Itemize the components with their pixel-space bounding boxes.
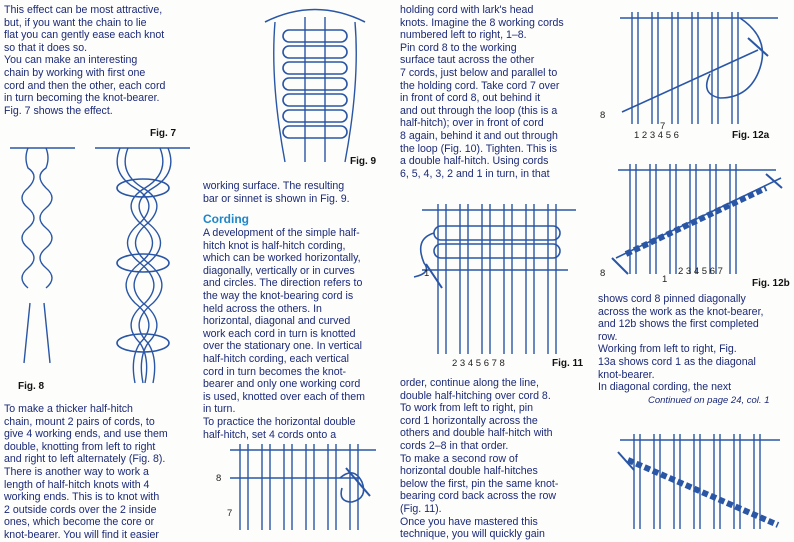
col3-bottom-text: order, continue along the line, double half-hitching over cord 8. To work from left to right, pin cord 1 horizontally across the others and double half-hitch with cords 2–8 in that order. To make a second row of horizontal double half-hitches below the first, pin the same knot- bearing cord back across the row (Fig. 11). Once you have mastered this technique, you will quickly gain xyxy=(400,377,559,541)
col2-body-text: A development of the simple half- hitch knot is half-hitch cording, which can be worked horizontally, diagonally, vertically or in curves and circles. The direction refers to the way the knot-bearing cord is held across the others. In horizontal, diagonal and curved work each cord in turn is knotted over the stationary one. In vertical half-hitch cording, each vertical cord in turn becomes the knot- bearer and only one working cord is used, knotted over each of them in turn. To practice the horizontal double half-hitch, set 4 cords onto a xyxy=(203,227,365,441)
fig9-illustration xyxy=(245,2,385,167)
fig12b-number-1: 1 xyxy=(662,274,668,285)
fig9-knots xyxy=(283,30,347,138)
fig11-number-1: 1 xyxy=(424,268,430,279)
fig11-illustration xyxy=(420,198,580,356)
fig13-cords xyxy=(634,434,760,529)
fig10-number-8: 8 xyxy=(216,473,222,484)
fig12b-number-8: 8 xyxy=(600,268,606,279)
fig8-label: Fig. 8 xyxy=(18,381,45,392)
col3-top-text: holding cord with lark's head knots. Imagine the 8 working cords numbered left to right, 1–8. Pin cord 8 to the working surface taut across the other 7 cords, just below and parallel to the holding cord. Take cord 7 over in front of cord 8, out behind it and out through the loop (this is a half-hitch); over in front of cord 8 again, behind it and out through the loop (Fig. 10). Tighten. This is a double half-hitch. Using cords 6, 5, 4, 3, 2 and 1 in turn, in that xyxy=(400,4,564,180)
fig12a-cords xyxy=(632,12,738,124)
fig12a-illustration xyxy=(608,8,788,133)
fig12a-label: Fig. 12a xyxy=(732,130,770,141)
fig12a-number-7: 7 xyxy=(660,121,666,132)
col1-top-text: This effect can be most attractive, but, if you want the chain to lie flat you can gently ease each knot so that it does so. You can make an interesting chain by working with first one cord and then the other, each cord in turn becoming the knot-bearer. Fig. 7 shows the effect. xyxy=(4,4,166,117)
fig12b-numbers: 2 3 4 5 6 7 xyxy=(678,266,723,277)
fig12b-illustration xyxy=(606,158,791,276)
col1-bottom-text: To make a thicker half-hitch chain, mount 2 pairs of cords, to give 4 working ends, and use them double, knotting from left to right and right to left alternately (Fig. 8). There is another way to work a length of half-hitch knots with 4 working ends. This is to knot with 2 outside cords over the 2 inside ones, which become the core or knot-bearer. You will find it easier xyxy=(4,403,168,541)
fig10-cords xyxy=(240,444,358,530)
fig11-label: Fig. 11 xyxy=(552,358,584,369)
fig12b-cords xyxy=(630,164,736,274)
fig7-chain xyxy=(22,148,52,363)
fig10-illustration xyxy=(228,438,378,530)
continued-note: Continued on page 24, col. 1 xyxy=(648,395,770,406)
fig12a-number-8: 8 xyxy=(600,110,606,121)
fig12a-numbers: 1 2 3 4 5 6 xyxy=(634,130,679,141)
fig7-fig8-illustration xyxy=(0,138,195,396)
col2-intro-text: working surface. The resulting bar or sinnet is shown in Fig. 9. xyxy=(203,180,350,205)
fig7-label: Fig. 7 xyxy=(150,128,177,139)
col4-body-text: shows cord 8 pinned diagonally across the work as the knot-bearer, and 12b shows the first completed row. Working from left to right, Fig. 13a shows cord 1 as the diagonal knot-bearer. In diagonal cording, the next xyxy=(598,293,764,394)
fig9-label: Fig. 9 xyxy=(350,156,377,167)
fig13-illustration xyxy=(608,430,788,529)
fig8-chain xyxy=(117,148,171,383)
cording-heading: Cording xyxy=(203,212,249,226)
fig12b-label: Fig. 12b xyxy=(752,278,790,289)
fig11-numbers: 2 3 4 5 6 7 8 xyxy=(452,358,505,369)
fig10-number-7: 7 xyxy=(227,508,233,519)
